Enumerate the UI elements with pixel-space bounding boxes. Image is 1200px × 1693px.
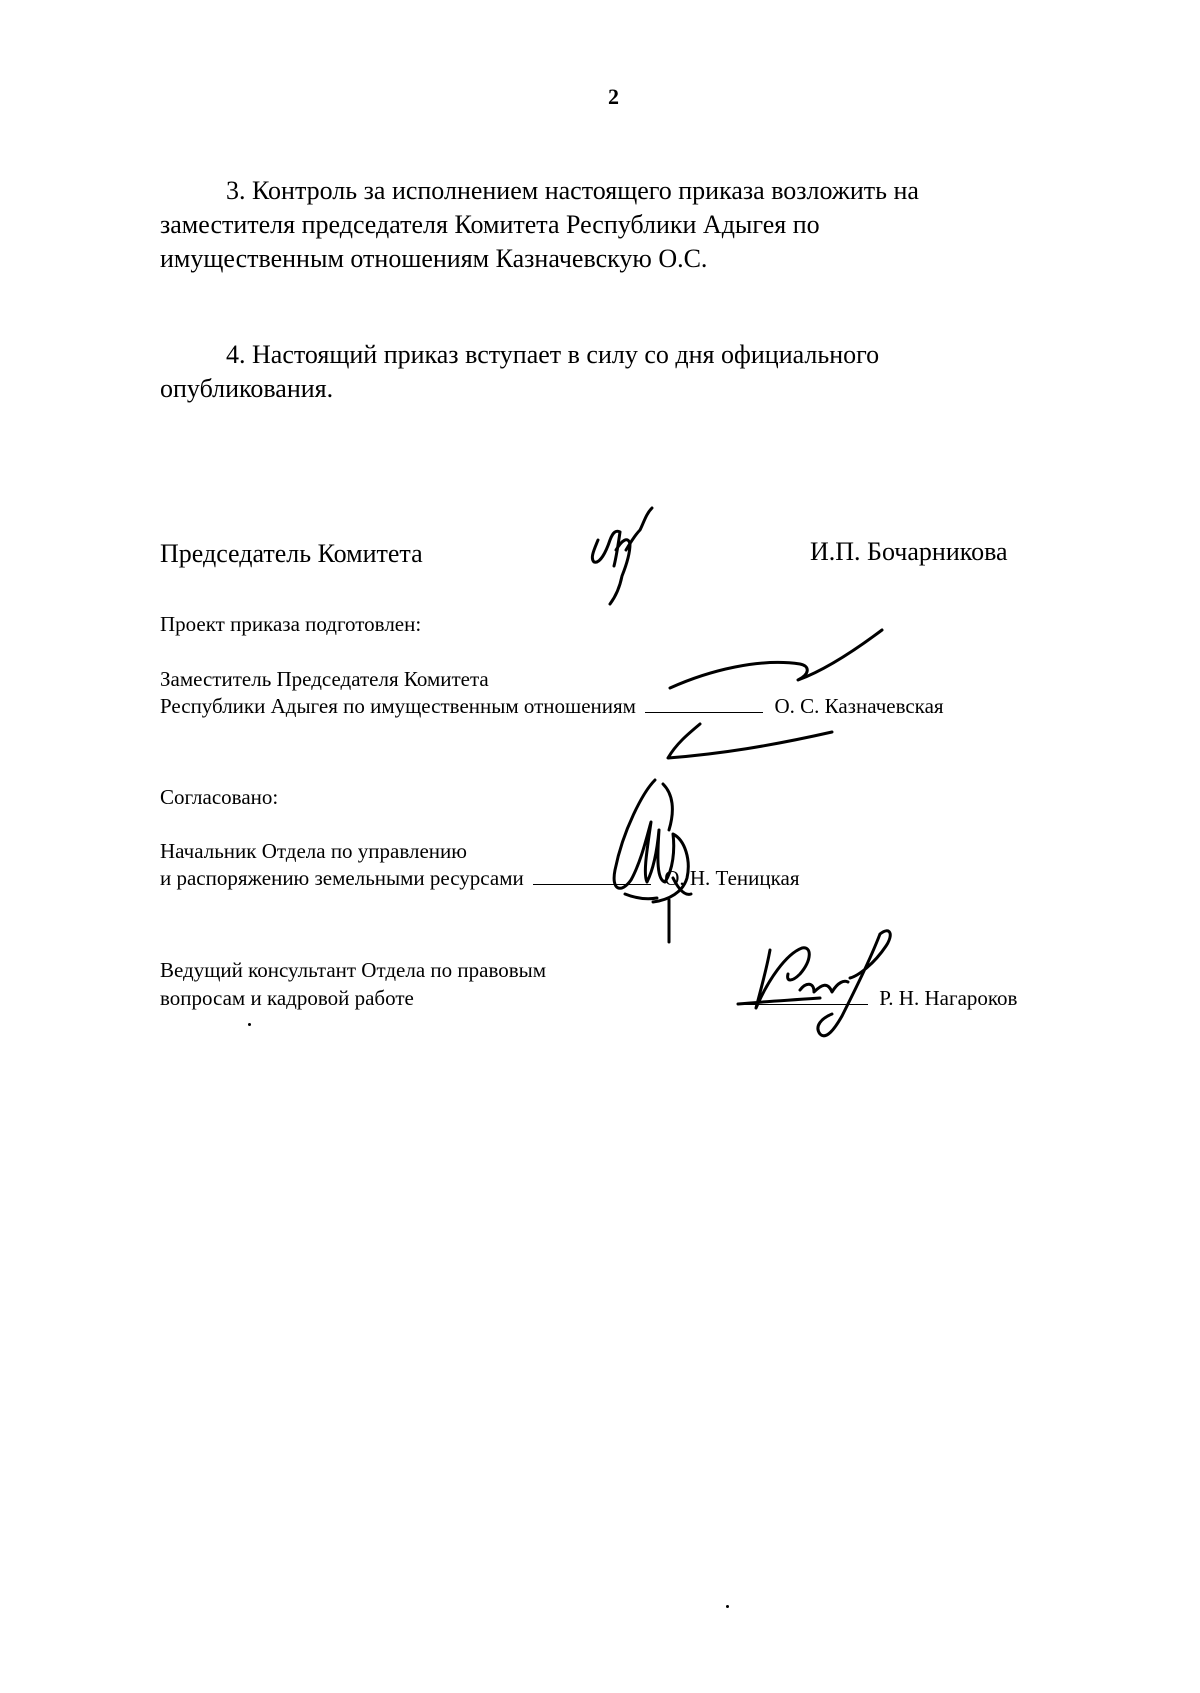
paragraph-3-word: Адыгея	[702, 210, 787, 239]
paragraph-4-word: приказ	[383, 340, 459, 369]
agreed-heading: Согласовано:	[160, 785, 279, 809]
signature-line	[645, 694, 763, 713]
prepared-position-text: Республики Адыгея по имущественным отношениям	[160, 694, 636, 718]
prepared-position-line-1: Заместитель Председателя Комитета	[160, 667, 489, 691]
deputy-signature	[560, 618, 890, 768]
paragraph-3-line-3: имущественным отношениям Казначевскую О.С.	[160, 244, 708, 273]
agreed-person-1-position: и распоряжению земельными ресурсами	[160, 866, 524, 890]
paragraph-4-word: в	[567, 340, 580, 369]
scan-speck	[726, 1605, 729, 1608]
paragraph-3-word: Республики	[565, 210, 697, 239]
signature-line	[738, 986, 868, 1005]
paragraph-4-word: вступает	[465, 340, 562, 369]
agreed-person-2-line-1: Ведущий консультант Отдела по правовым	[160, 958, 547, 982]
paragraph-4-line-1	[160, 338, 1073, 372]
paragraph-4-word: со	[644, 340, 669, 369]
paragraph-4-word: официального	[721, 340, 880, 369]
paragraph-4	[160, 338, 1073, 406]
prepared-name: О. С. Казначевская	[774, 694, 944, 718]
prepared-heading: Проект приказа подготовлен:	[160, 612, 422, 636]
chairman-title: Председатель Комитета	[160, 539, 423, 568]
legal-dept-signature	[730, 920, 920, 1045]
land-dept-signature	[595, 770, 715, 945]
paragraph-4-word: силу	[586, 340, 638, 369]
paragraph-3	[160, 174, 1065, 276]
agreed-person-1-line-2	[160, 866, 799, 891]
agreed-person-1-line-1: Начальник Отдела по управлению	[160, 839, 467, 863]
agreed-person-2-name: Р. Н. Нагароков	[879, 986, 1018, 1010]
paragraph-3-word: по	[792, 210, 820, 239]
paragraph-4-word: Настоящий	[252, 340, 378, 369]
paragraph-4-word: 4.	[226, 340, 246, 369]
paragraph-3-word: председателя	[301, 210, 448, 239]
paragraph-3-line-1-text: Контроль за исполнением настоящего приказа возложить на	[252, 176, 919, 205]
page-number: 2	[608, 84, 619, 109]
agreed-person-2-line-2: вопросам и кадровой работе	[160, 986, 414, 1010]
paragraph-4-word: дня	[675, 340, 715, 369]
prepared-position-line-2	[160, 694, 944, 719]
paragraph-3-word: Комитета	[454, 210, 560, 239]
chairman-signature	[580, 500, 680, 610]
agreed-person-2-signature-row	[738, 986, 1017, 1011]
paragraph-3-line-2	[160, 208, 1065, 242]
paragraph-3-line-1	[160, 174, 1065, 208]
signature-line	[533, 866, 651, 885]
paragraph-3-word: заместителя	[160, 210, 296, 239]
paragraph-3-number: 3.	[226, 176, 246, 205]
chairman-name: И.П. Бочарникова	[810, 537, 1008, 566]
scan-speck	[248, 1023, 251, 1026]
agreed-person-1-name: О. Н. Теницкая	[664, 866, 800, 890]
paragraph-4-line-2: опубликования.	[160, 374, 334, 403]
